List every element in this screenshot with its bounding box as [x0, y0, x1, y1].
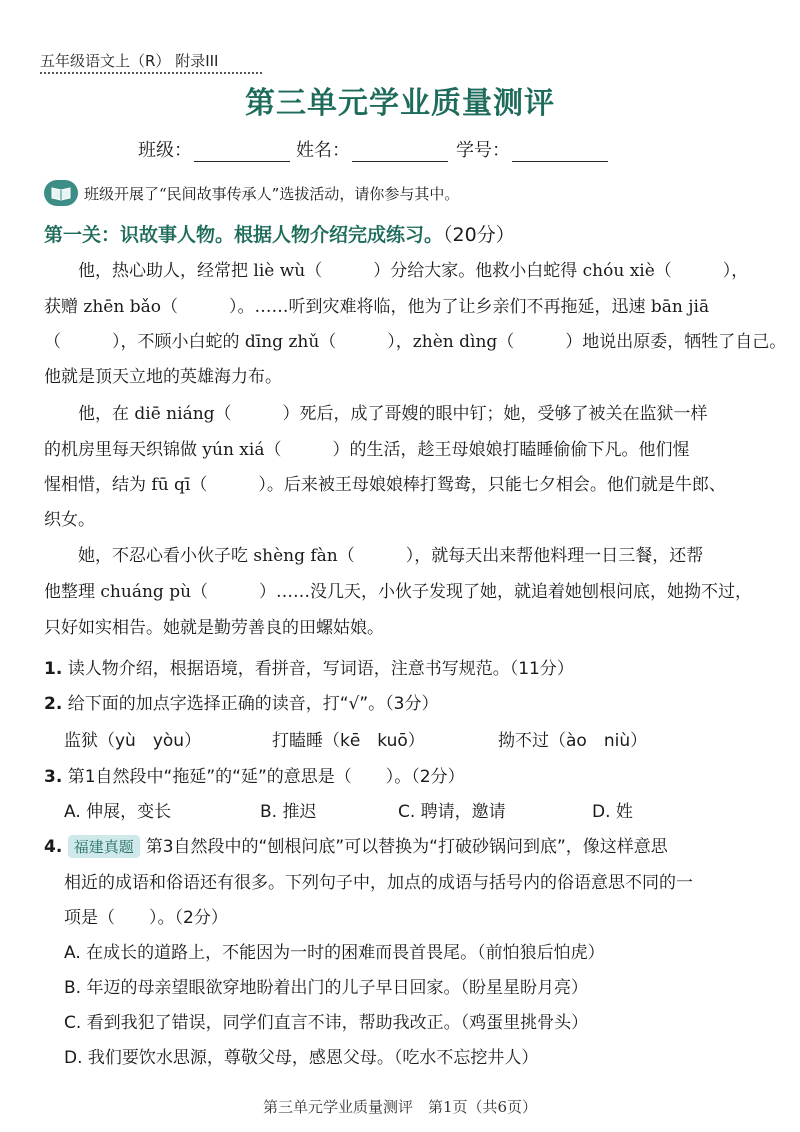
- question-3: [44, 762, 465, 787]
- class-input[interactable]: [194, 143, 290, 162]
- question-number: 2.: [44, 694, 63, 714]
- question-number: 4.: [44, 837, 63, 857]
- paragraph-line: 她，不忍心看小伙子吃 shèng fàn（ ），就每天出来帮他料理一日三餐，还帮: [44, 546, 704, 566]
- student-id-input[interactable]: [512, 143, 608, 162]
- student-id-label: 学号：: [456, 140, 510, 161]
- paragraph-line: 他，热心助人，经常把 liè wù（ ）分给大家。他救小白蛇得 chóu xiè（ ），: [44, 261, 749, 281]
- paragraph-line: 只好如实相告。她就是勤劳善良的田螺姑娘。: [44, 618, 384, 638]
- page-footer: 第三单元学业质量测评 第1页（共6页）: [262, 1098, 538, 1116]
- header-divider: [40, 72, 262, 74]
- question-4: [44, 832, 668, 858]
- reading-choice[interactable]: 打瞌睡（kē kuō）: [272, 731, 425, 751]
- book-icon: [44, 180, 78, 206]
- answer-option-d[interactable]: D. 我们要饮水思源，尊敬父母，感恩父母。（吃水不忘挖井人）: [64, 1048, 539, 1068]
- question-text: 读人物介绍，根据语境，看拼音，写词语，注意书写规范。（11分）: [67, 659, 574, 679]
- class-field: [138, 136, 290, 162]
- reading-choice[interactable]: 拗不过（ào niù）: [498, 731, 648, 751]
- level-one-title: [44, 220, 515, 247]
- question-text: 给下面的加点字选择正确的读音，打“√”。（3分）: [67, 694, 439, 714]
- name-field: [296, 136, 448, 162]
- source-tag: 福建真题: [68, 835, 140, 858]
- answer-option-c[interactable]: C. 聘请，邀请: [398, 802, 506, 822]
- question-text: 第1自然段中“拖延”的“延”的意思是（ ）。（2分）: [67, 767, 465, 787]
- paragraph-line: 他整理 chuáng pù（ ）……没几天，小伙子发现了她，就追着她刨根问底，她拗不过，: [44, 582, 753, 602]
- question-number: 1.: [44, 659, 63, 679]
- answer-option-a[interactable]: A. 伸展，变长: [64, 802, 172, 822]
- page-header: 五年级语文上（R） 附录III: [40, 52, 219, 70]
- name-label: 姓名：: [296, 140, 350, 161]
- paragraph-line: 织女。: [44, 510, 95, 530]
- question-number: 3.: [44, 767, 63, 787]
- question-text-line: 项是（ ）。（2分）: [64, 908, 228, 928]
- paragraph-line: 他就是顶天立地的英雄海力布。: [44, 367, 282, 387]
- answer-option-b[interactable]: B. 推迟: [260, 802, 317, 822]
- level-score: （20分）: [443, 224, 515, 246]
- paragraph-line: 获赠 zhēn bǎo（ ）。……听到灾难将临，他为了让乡亲们不再拖延，迅速 bān jiā: [44, 297, 710, 317]
- intro-line: [44, 180, 459, 206]
- paragraph-line: 的机房里每天织锦做 yún xiá（ ）的生活，趁王母娘娘打瞌睡偷偷下凡。他们惺: [44, 440, 690, 460]
- level-title-a: 第一关：识故事人物: [44, 224, 216, 246]
- student-id-field: [456, 136, 608, 162]
- question-1: [44, 654, 574, 679]
- page-title: 第三单元学业质量测评: [245, 86, 555, 121]
- class-label: 班级：: [138, 140, 192, 161]
- question-2: [44, 689, 438, 714]
- paragraph-line: 惺相惜，结为 fū qī（ ）。后来被王母娘娘棒打鸳鸯，只能七夕相会。他们就是牛郎、: [44, 475, 726, 495]
- question-text-line: 相近的成语和俗语还有很多。下列句子中，加点的成语与括号内的俗语意思不同的一: [64, 873, 693, 893]
- answer-option-a[interactable]: A. 在成长的道路上，不能因为一时的困难而畏首畏尾。（前怕狼后怕虎）: [64, 943, 605, 963]
- paragraph-line: 他，在 diē niáng（ ）死后，成了哥嫂的眼中钉；她，受够了被关在监狱一样: [44, 404, 708, 424]
- answer-option-d[interactable]: D. 姓: [592, 802, 633, 822]
- level-title-b: 。根据人物介绍完成练习。: [215, 224, 444, 246]
- question-text: 第3自然段中的“刨根问底”可以替换为“打破砂锅问到底”，像这样意思: [145, 837, 668, 857]
- answer-option-b[interactable]: B. 年迈的母亲望眼欲穿地盼着出门的儿子早日回家。（盼星星盼月亮）: [64, 978, 588, 998]
- answer-option-c[interactable]: C. 看到我犯了错误，同学们直言不讳，帮助我改正。（鸡蛋里挑骨头）: [64, 1013, 589, 1033]
- name-input[interactable]: [352, 143, 448, 162]
- paragraph-line: （ ），不顾小白蛇的 dīng zhǔ（ ），zhèn dìng（ ）地说出原委，牺牲了自己。: [44, 332, 787, 352]
- intro-text: 班级开展了“民间故事传承人”选拔活动，请你参与其中。: [84, 184, 460, 203]
- reading-choice[interactable]: 监狱（yù yòu）: [64, 731, 202, 751]
